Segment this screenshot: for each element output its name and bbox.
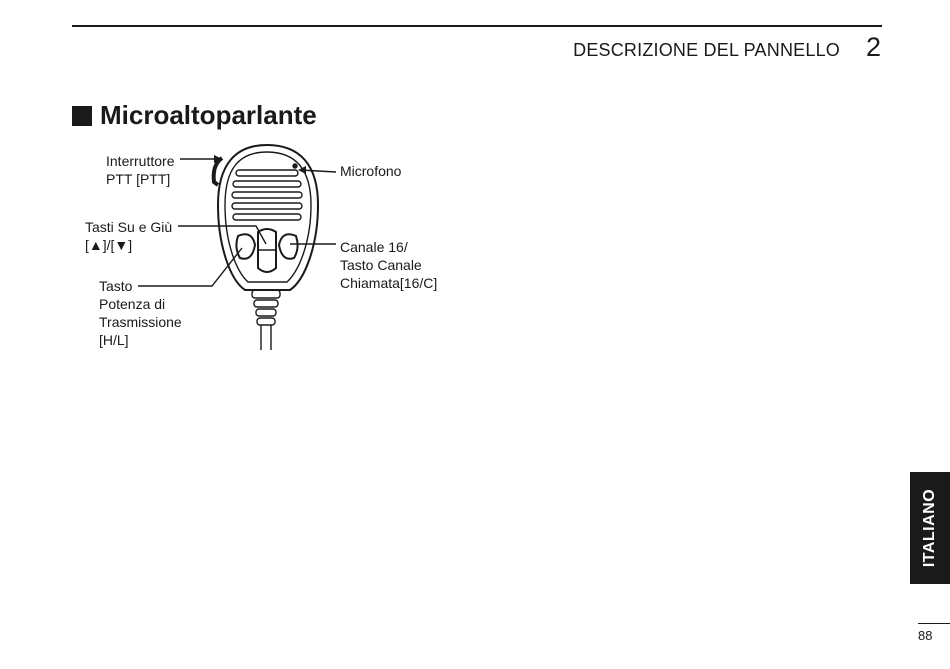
chapter-title: DESCRIZIONE DEL PANNELLO <box>573 40 840 60</box>
grille-slot <box>233 214 301 220</box>
microphone-hole <box>293 164 297 168</box>
footer-rule <box>918 623 950 624</box>
cable-strain-relief <box>256 309 276 316</box>
language-tab-label: ITALIANO <box>921 488 939 568</box>
chapter-number: 2 <box>866 32 882 62</box>
grille-slot <box>232 203 302 209</box>
channel16-key-shape <box>279 234 298 258</box>
label-channel16-key: Canale 16/ Tasto Canale Chiamata[16/C] <box>340 239 438 291</box>
label-power-key: Tasto Potenza di Trasmissione [H/L] <box>99 278 182 348</box>
grille-slot <box>233 181 301 187</box>
cable-strain-relief <box>254 300 278 307</box>
power-key-shape <box>236 234 255 258</box>
page-number: 88 <box>918 628 933 643</box>
label-microphone: Microfono <box>340 163 402 179</box>
cable-strain-relief <box>257 318 275 325</box>
language-tab <box>910 472 950 584</box>
label-ptt-switch: Interruttore PTT [PTT] <box>106 153 175 187</box>
section-heading: Microaltoparlante <box>100 100 317 130</box>
label-up-down-keys: Tasti Su e Giù [▲]/[▼] <box>85 219 173 253</box>
grille-slot <box>236 170 298 176</box>
grille-slot <box>232 192 302 198</box>
cable-strain-relief <box>252 290 280 298</box>
